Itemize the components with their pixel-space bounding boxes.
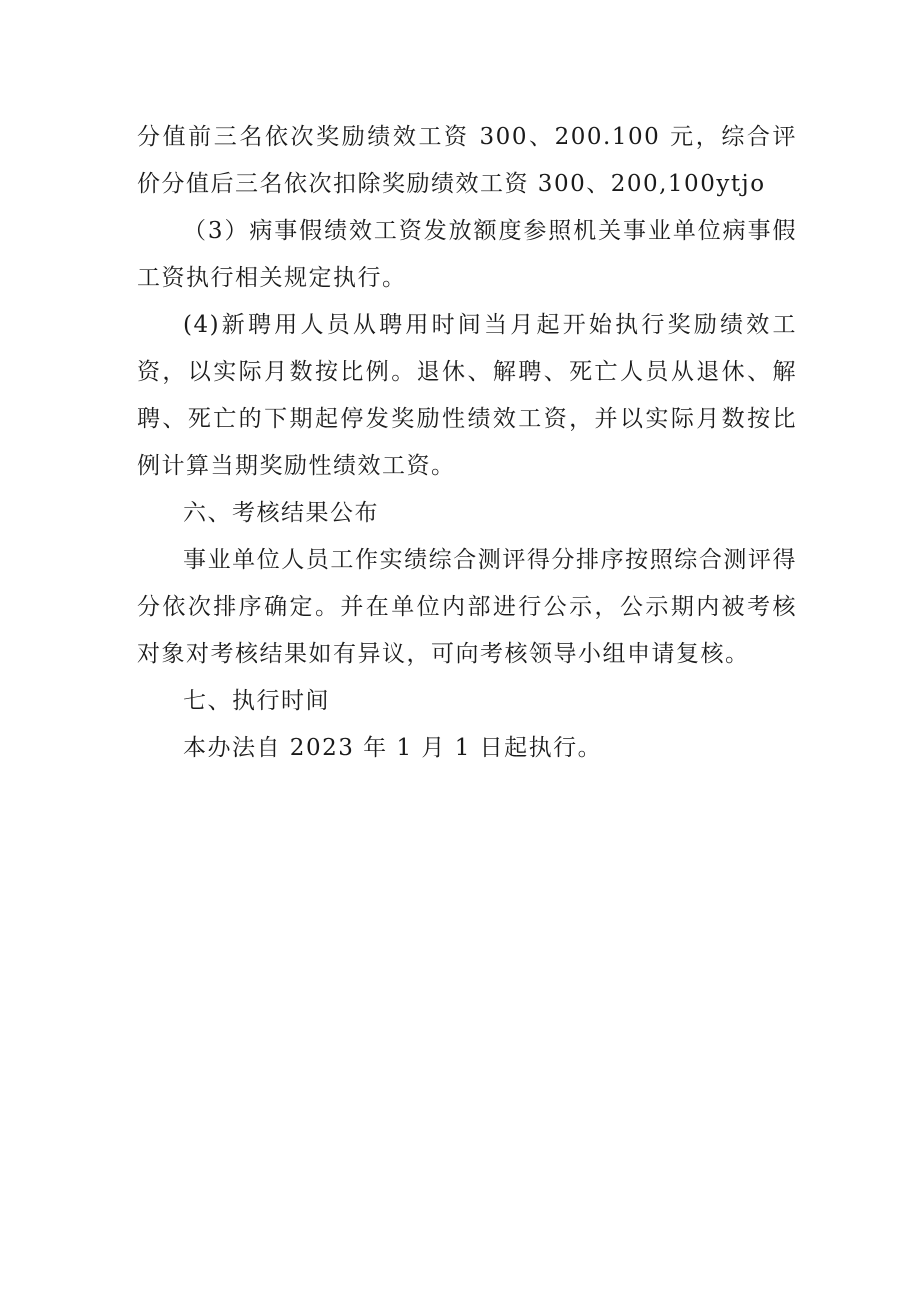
paragraph-sick-leave: （3）病事假绩效工资发放额度参照机关事业单位病事假工资执行相关规定执行。 <box>137 218 797 291</box>
paragraph-results-announcement: 事业单位人员工作实绩综合测评得分排序按照综合测评得分依次排序确定。并在单位内部进行公示，公示期内被考核对象对考核结果如有异议，可向考核领导小组申请复核。 <box>137 547 797 667</box>
document-body <box>137 114 797 772</box>
paragraph-effective-date: 本办法自 2023 年 1 月 1 日起执行。 <box>183 735 603 761</box>
paragraph-new-hires: (4)新聘用人员从聘用时间当月起开始执行奖励绩效工资，以实际月数按比例。退休、解聘、死亡人员从退休、解聘、死亡的下期起停发奖励性绩效工资，并以实际月数按比例计算当期奖励性绩效工资。 <box>137 312 797 479</box>
section-heading-results-announcement: 六、考核结果公布 <box>183 500 379 526</box>
section-heading-effective-date: 七、执行时间 <box>183 688 330 714</box>
paragraph-award-ranking: 分值前三名依次奖励绩效工资 300、200.100 元，综合评价分值后三名依次扣除奖励绩效工资 300、200,100ytjo <box>137 124 797 197</box>
